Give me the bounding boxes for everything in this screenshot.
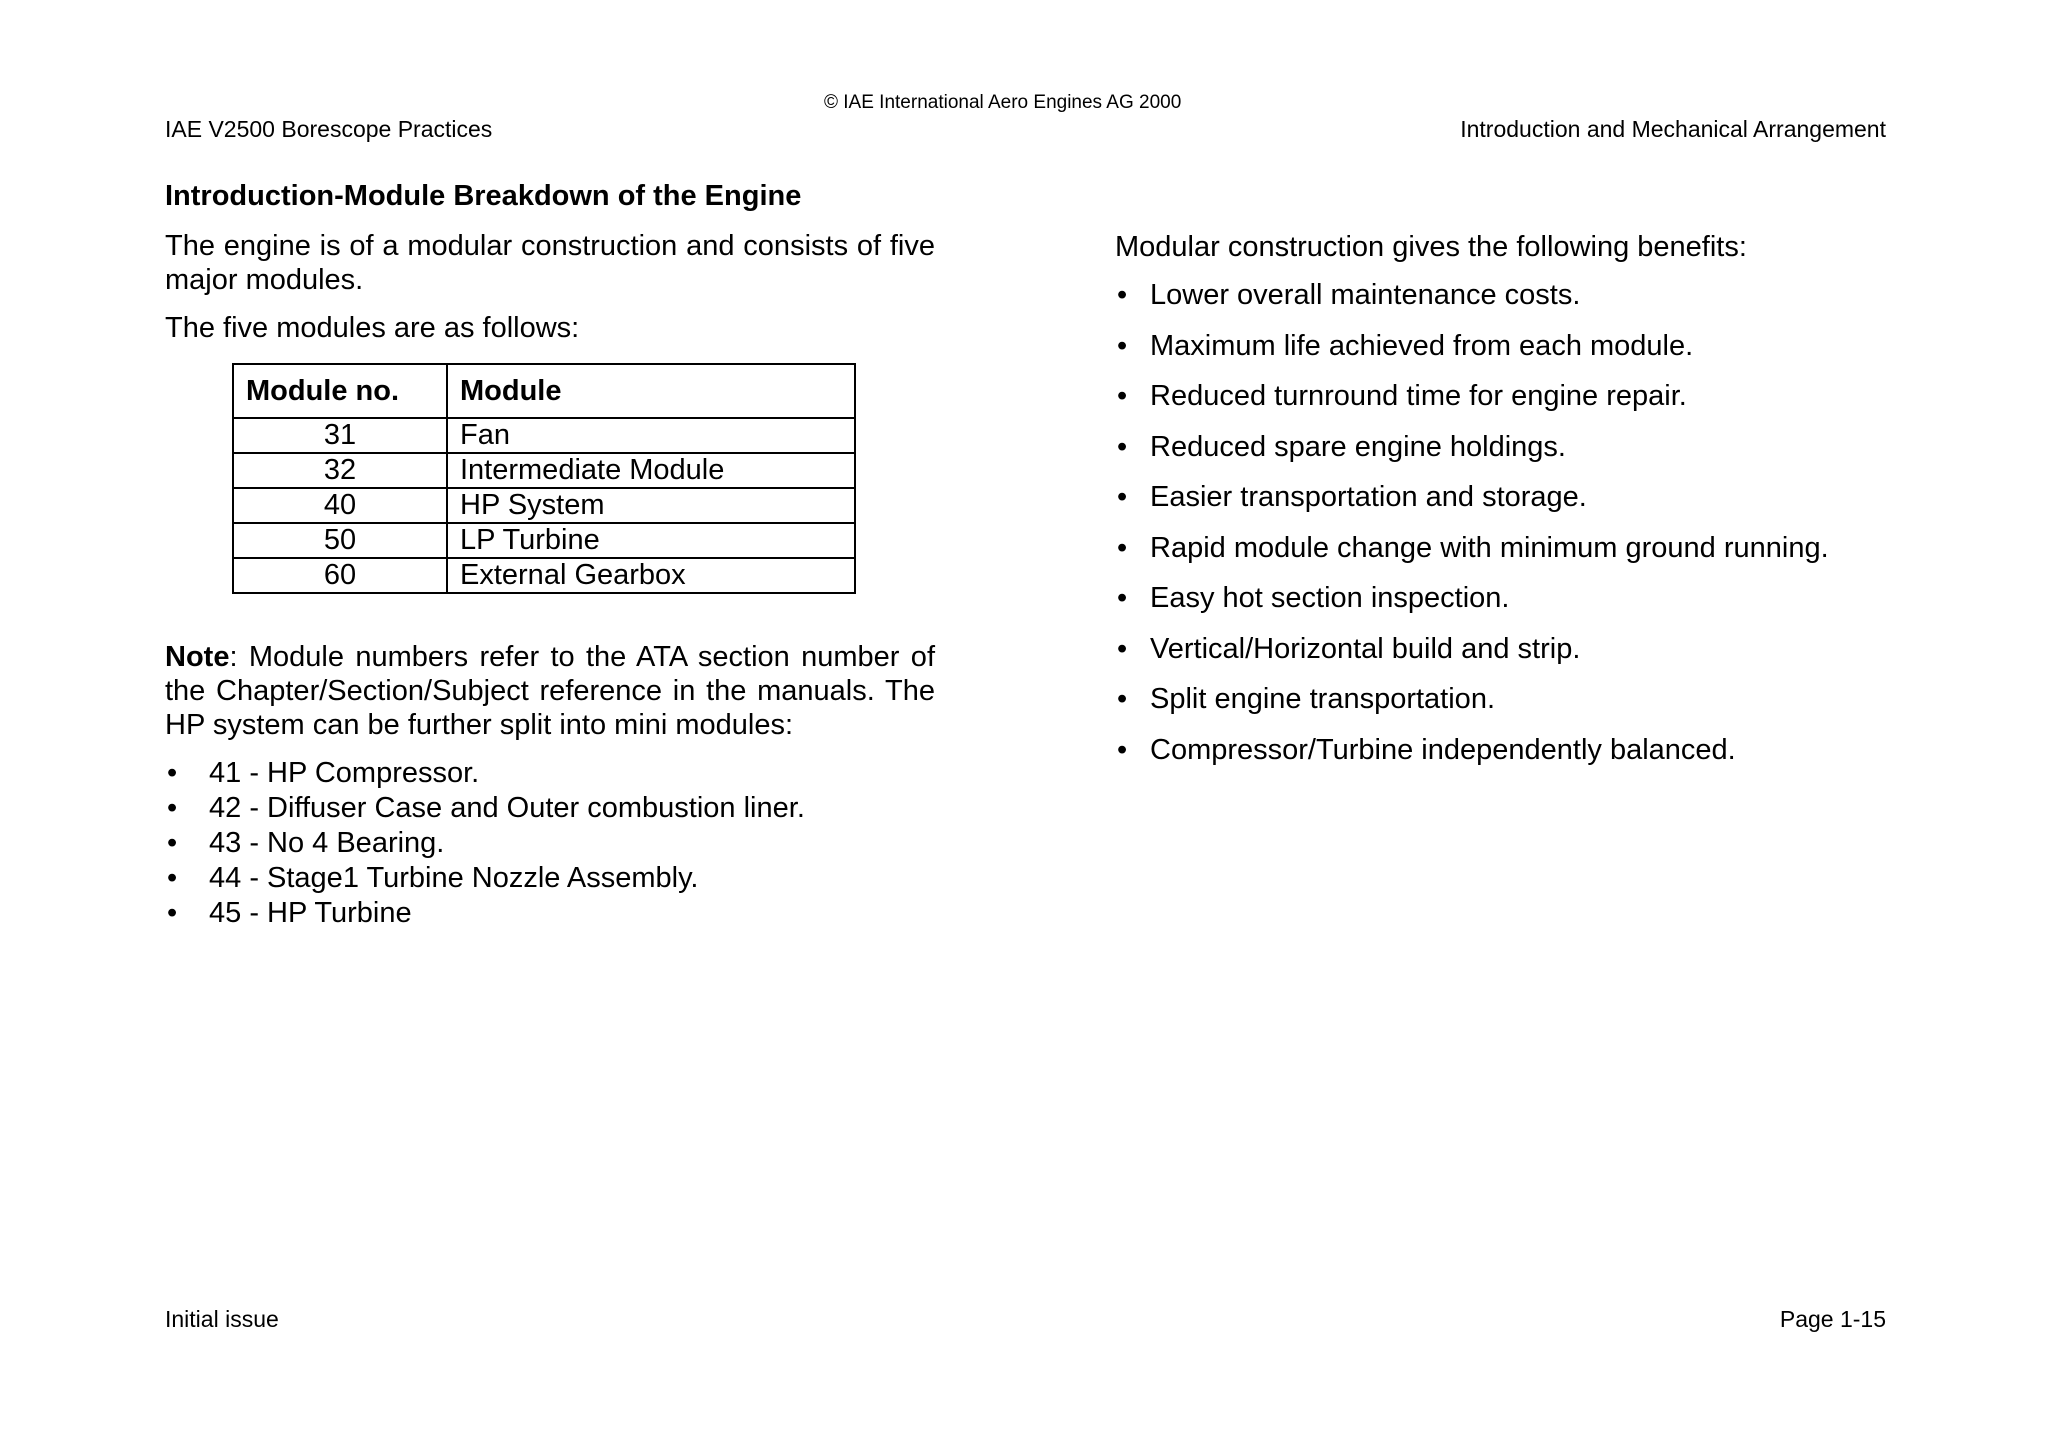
column-header-module-no: Module no. — [233, 364, 447, 418]
list-item: • Compressor/Turbine independently balanced. — [1115, 733, 1905, 767]
table-row — [233, 488, 855, 523]
left-column — [165, 180, 935, 931]
table-header-row — [233, 364, 855, 418]
table-row — [233, 523, 855, 558]
module-name-cell: Intermediate Module — [447, 453, 855, 488]
header-chapter-title: Introduction and Mechanical Arrangement — [1460, 116, 1886, 142]
list-item: • Vertical/Horizontal build and strip. — [1115, 632, 1905, 666]
list-item: • 45 - HP Turbine — [165, 896, 935, 931]
table-row — [233, 453, 855, 488]
section-title: Introduction-Module Breakdown of the Engine — [165, 180, 802, 212]
list-item: • Easy hot section inspection. — [1115, 581, 1905, 615]
modules-table — [232, 363, 856, 594]
column-header-module: Module — [447, 364, 855, 418]
note-paragraph — [165, 640, 935, 742]
module-number-cell: 31 — [233, 418, 447, 453]
header-copyright: © IAE International Aero Engines AG 2000 — [824, 92, 1182, 113]
benefits-list — [1115, 278, 1905, 767]
module-number-cell: 32 — [233, 453, 447, 488]
list-item: • Rapid module change with minimum ground running. — [1115, 531, 1905, 565]
right-column — [1115, 230, 1905, 783]
header-document-title: IAE V2500 Borescope Practices — [165, 116, 493, 142]
list-item: • 44 - Stage1 Turbine Nozzle Assembly. — [165, 861, 935, 896]
mini-modules-list — [165, 756, 935, 931]
note-text: : Module numbers refer to the ATA section number of the Chapter/Section/Subject reference in the manuals. The HP system can be further split into mini modules: — [165, 641, 935, 741]
list-item: • Split engine transportation. — [1115, 682, 1905, 716]
list-item: • Reduced spare engine holdings. — [1115, 430, 1905, 464]
intro-paragraph: The engine is of a modular construction and consists of five major modules. — [165, 230, 935, 296]
footer-issue: Initial issue — [165, 1306, 279, 1332]
list-item: • Maximum life achieved from each module. — [1115, 329, 1905, 363]
list-item: • 41 - HP Compressor. — [165, 756, 935, 791]
module-name-cell: External Gearbox — [447, 558, 855, 593]
table-row — [233, 418, 855, 453]
module-name-cell: HP System — [447, 488, 855, 523]
module-name-cell: LP Turbine — [447, 523, 855, 558]
list-item: • Reduced turnround time for engine repair. — [1115, 379, 1905, 413]
footer-page-number: Page 1-15 — [1779, 1306, 1886, 1332]
benefits-lead: Modular construction gives the following benefits: — [1115, 231, 1747, 263]
module-number-cell: 60 — [233, 558, 447, 593]
list-item: • 43 - No 4 Bearing. — [165, 826, 935, 861]
list-item: • Lower overall maintenance costs. — [1115, 278, 1905, 312]
note-label: Note — [165, 641, 230, 673]
modules-lead: The five modules are as follows: — [165, 312, 580, 344]
list-item: • Easier transportation and storage. — [1115, 480, 1905, 514]
module-number-cell: 50 — [233, 523, 447, 558]
module-number-cell: 40 — [233, 488, 447, 523]
table-row — [233, 558, 855, 593]
module-name-cell: Fan — [447, 418, 855, 453]
list-item: • 42 - Diffuser Case and Outer combustion liner. — [165, 791, 935, 826]
